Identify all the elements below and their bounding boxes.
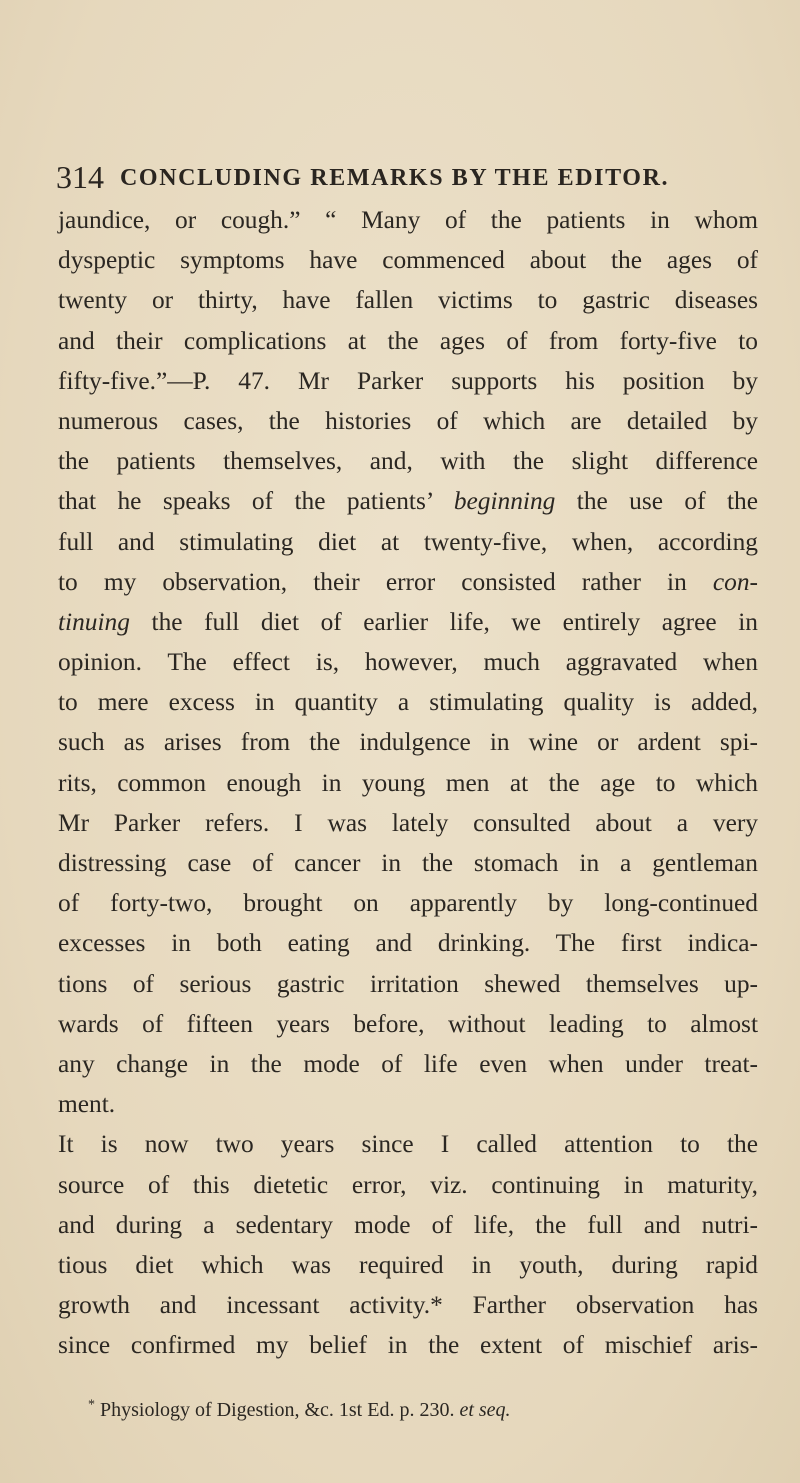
text-line: any change in the mode of life even when under treat-	[58, 1049, 758, 1078]
text-line: the patients themselves, and, with the slight difference	[58, 447, 758, 476]
italic-word: tinuing	[58, 607, 130, 636]
page-header	[56, 160, 756, 194]
text-line: Mr Parker refers. I was lately consulted about a very	[58, 808, 758, 837]
text-line: numerous cases, the histories of which are detailed by	[58, 406, 758, 435]
text-line: to my observation, their error consisted rather in con-	[58, 567, 758, 596]
page-number: 314	[56, 159, 104, 195]
text-line: fifty-five.”—P. 47. Mr Parker supports his position by	[58, 366, 758, 395]
text-line: source of this dietetic error, viz. continuing in maturity,	[58, 1170, 758, 1199]
text-line: opinion. The effect is, however, much aggravated when	[58, 648, 758, 677]
text-line: wards of fifteen years before, without leading to almost	[58, 1009, 758, 1038]
text-line: that he speaks of the patients’ beginning the use of the	[58, 487, 758, 516]
text-line: of forty-two, brought on apparently by long-continued	[58, 889, 758, 918]
footnote-mark: *	[88, 1397, 95, 1413]
text-line: tious diet which was required in youth, during rapid	[58, 1250, 758, 1279]
italic-word: beginning	[453, 487, 556, 516]
italic-word: con-	[712, 567, 758, 596]
text-line: distressing case of cancer in the stomach in a gentleman	[58, 849, 758, 877]
text-line: tions of serious gastric irritation shewed themselves up-	[58, 969, 758, 998]
text-line: tinuing the full diet of earlier life, we entirely agree in	[58, 607, 758, 636]
text-line: since confirmed my belief in the extent of mischief aris-	[58, 1331, 758, 1360]
footnote-text: Physiology of Digestion, &c. 1st Ed. p. 230.	[100, 1399, 455, 1421]
text-line: and during a sedentary mode of life, the full and nutri-	[58, 1210, 758, 1239]
running-head: CONCLUDING REMARKS BY THE EDITOR.	[120, 165, 670, 191]
footnote	[88, 1396, 768, 1424]
text-line: excesses in both eating and drinking. The first indica-	[58, 929, 758, 958]
text-line: growth and incessant activity.* Farther observation has	[58, 1291, 758, 1320]
footnote-italic: et seq.	[459, 1399, 511, 1421]
text-line: It is now two years since I called attention to the	[58, 1130, 758, 1159]
text-line: ment.	[58, 1090, 116, 1119]
text-line: jaundice, or cough.” “ Many of the patients in whom	[58, 206, 758, 234]
text-line: twenty or thirty, have fallen victims to gastric diseases	[58, 286, 758, 315]
text-line: and their complications at the ages of from forty-five to	[58, 326, 758, 355]
text-line: rits, common enough in young men at the age to which	[58, 768, 758, 797]
body-text	[58, 200, 758, 1365]
text-line: such as arises from the indulgence in wine or ardent spi-	[58, 728, 758, 757]
text-line: to mere excess in quantity a stimulating quality is added,	[58, 688, 758, 717]
text-line: full and stimulating diet at twenty-five, when, according	[58, 527, 758, 556]
text-line: dyspeptic symptoms have commenced about the ages of	[58, 246, 758, 275]
